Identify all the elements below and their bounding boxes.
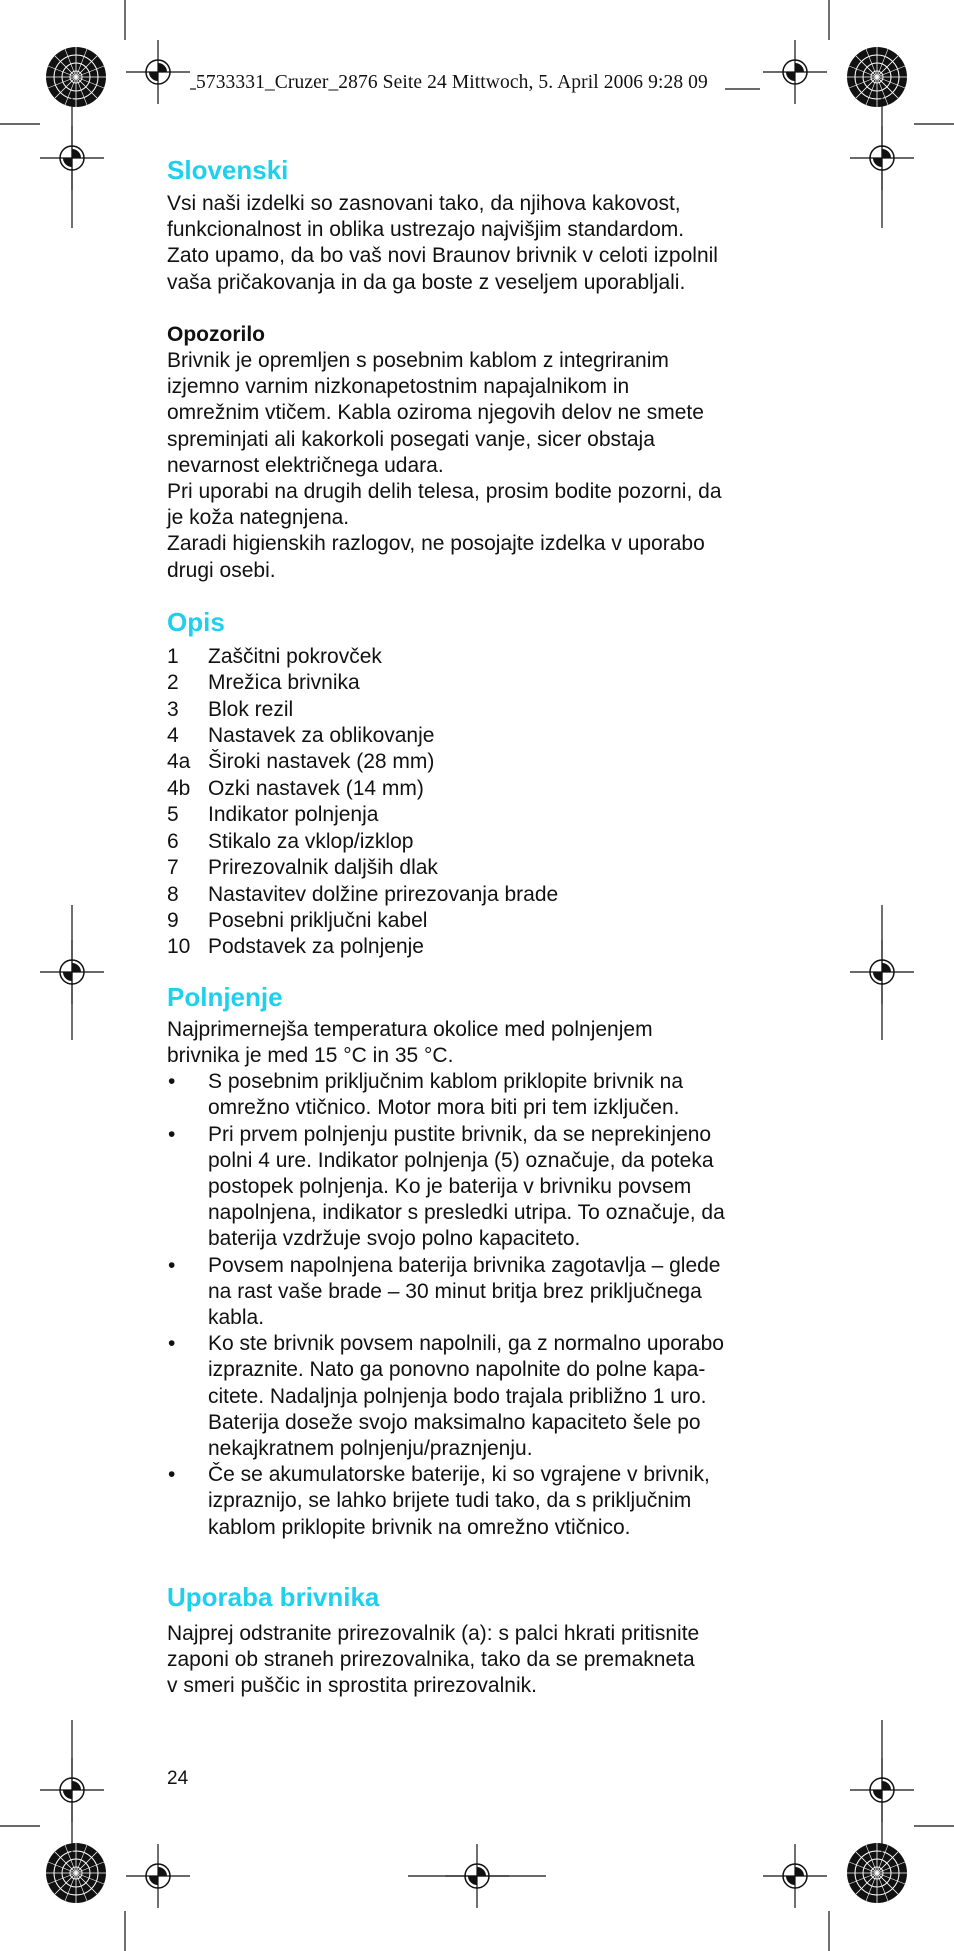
charging-bullets [167, 1069, 797, 1541]
section-title-uporaba-brivnika: Uporaba brivnika [167, 1581, 380, 1612]
section-title-polnjenje: Polnjenje [167, 981, 283, 1012]
intro-paragraph: Vsi naši izdelki so zasnovani tako, da njihova kakovost, funkcionalnost in oblika ustrezajo najvišjim standardom. Zato upamo, da bo vaš novi Braunov brivnik v celoti izpolnil vaša pričakovanja in da ga boste z veseljem uporabljali. [167, 192, 718, 294]
bullet-icon: • [168, 1122, 176, 1146]
list-item: • Ko ste brivnik povsem napolnili, ga z normalno uporabo izpraznite. Nato ga ponovno napolnite do polne kapa- citete. Nadaljnja polnjenja bodo trajala približno 1 uro. Baterija doseže svojo maksimalno kapaciteto šele po nekajkratnem polnjenju/praznjenju. [168, 1332, 724, 1460]
bullet-icon: • [168, 1332, 176, 1356]
list-item: 1 Zaščitni pokrovček [167, 644, 382, 668]
list-item: 8 Nastavitev dolžine prirezovanja brade [167, 882, 559, 906]
warning-title: Opozorilo [167, 322, 265, 346]
list-item: • S posebnim priključnim kablom priklopite brivnik na omrežno vtičnico. Motor mora biti pri tem izključen. [168, 1070, 684, 1120]
list-item: 4 Nastavek za oblikovanje [167, 724, 435, 748]
list-item: 10 Podstavek za polnjenje [167, 935, 424, 959]
section-title-slovenski: Slovenski [167, 155, 289, 185]
list-item: 6 Stikalo za vklop/izklop [167, 829, 414, 853]
list-item: • Če se akumulatorske baterije, ki so vgrajene v brivnik, izpraznijo, se lahko brijete tudi tako, da s priključnim kablom priklopite brivnik na omrežno vtičnico. [168, 1463, 710, 1539]
parts-list [167, 644, 797, 961]
charging-intro: Najprimernejša temperatura okolice med polnjenjem brivnika je med 15 °C in 35 °C. [167, 1017, 653, 1067]
usage-paragraph: Najprej odstranite prirezovalnik (a): s palci hkrati pritisnite zaponi ob straneh prirezovalnika, tako da se premakneta v smeri puščic in sprostita prirezovalnik. [167, 1621, 700, 1698]
bullet-icon: • [168, 1463, 176, 1487]
list-item: 9 Posebni priključni kabel [167, 908, 428, 932]
bullet-icon: • [168, 1253, 176, 1277]
bullet-icon: • [168, 1070, 176, 1094]
list-item: 7 Prirezovalnik daljših dlak [167, 856, 438, 880]
list-item: 4a Široki nastavek (28 mm) [167, 750, 435, 774]
list-item: 2 Mrežica brivnika [167, 671, 360, 695]
page-number: 24 [167, 1768, 189, 1789]
warning-paragraph: Brivnik je opremljen s posebnim kablom z integriranim izjemno varnim nizkonapetostnim napajalnikom in omrežnim vtičem. Kabla oziroma njegovih delov ne smete spreminjati ali kakorkoli posegati vanje, sicer obstaja nevarnost električnega udara. Pri uporabi na drugih delih telesa, prosim bodite pozorni, da je koža nategnjena. Zaradi higienskih razlogov, ne posojajte izdelka v uporabo drugi osebi. [167, 349, 722, 582]
list-item: • Pri prvem polnjenju pustite brivnik, da se neprekinjeno polni 4 ure. Indikator polnjenja (5) označuje, da poteka postopek polnjenja. Ko je baterija v brivniku povsem napolnjena, indikator s presledki utripa. To označuje, da baterija vzdržuje svojo polno kapaciteto. [168, 1122, 725, 1251]
manual-content [167, 154, 797, 1699]
list-item: • Povsem napolnjena baterija brivnika zagotavlja – glede na rast vaše brade – 30 minut britja brez priključnega kabla. [168, 1253, 721, 1329]
list-item: 4b Ozki nastavek (14 mm) [167, 776, 424, 800]
list-item: 5 Indikator polnjenja [167, 803, 379, 827]
print-slug-header: 5733331_Cruzer_2876 Seite 24 Mittwoch, 5. April 2006 9:28 09 [196, 72, 708, 93]
section-title-opis: Opis [167, 606, 225, 637]
list-item: 3 Blok rezil [167, 697, 294, 721]
